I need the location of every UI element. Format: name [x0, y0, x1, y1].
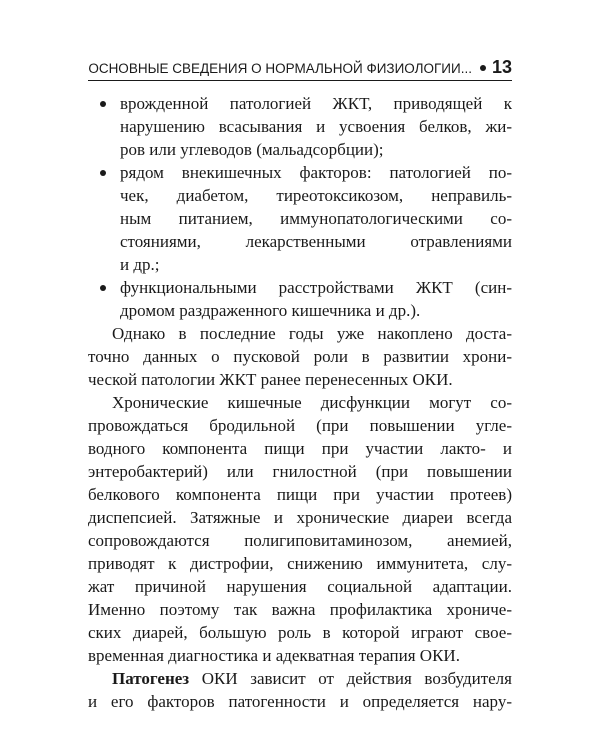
text-line: врожденной патологией ЖКТ, приводящей к [120, 94, 512, 113]
paragraph [88, 667, 512, 713]
text-line: провождаться бродильной (при повышении угле- [88, 416, 512, 435]
text-line: чек, диабетом, тиреотоксикозом, неправиль- [120, 186, 512, 205]
text-line: энтеробактерий) или гнилостной (при повышении [88, 462, 512, 481]
list-item [88, 276, 512, 322]
text-line: и др.; [120, 255, 160, 274]
list-item [88, 92, 512, 161]
text-line: Однако в последние годы уже накоплено доста- [112, 324, 512, 343]
running-header [88, 56, 512, 81]
text-line: нарушению всасывания и усвоения белков, жи- [120, 117, 512, 136]
text-line [88, 667, 512, 690]
bullet-icon [100, 285, 106, 291]
text-line: временная диагностика и адекватная терапия ОКИ. [88, 646, 460, 665]
page-number: 13 [491, 57, 512, 77]
term-pathogenesis: Патогенез [112, 669, 190, 688]
bullet-separator-icon [480, 65, 486, 71]
text-line: ным питанием, иммунопатологическими со- [120, 209, 512, 228]
paragraph [88, 391, 512, 667]
text-line: и его факторов патогенности и определяется нару- [88, 692, 512, 711]
text-line: приводят к дистрофии, снижению иммунитета, слу- [88, 554, 512, 573]
text-line: дромом раздраженного кишечника и др.). [120, 301, 421, 320]
text-line: диспепсией. Затяжные и хронические диареи всегда [88, 508, 512, 527]
text-line: рядом внекишечных факторов: патологией по- [120, 163, 512, 182]
text-line: стояниями, лекарственными отравлениями [120, 232, 512, 251]
text-line: сопровождаются полигиповитаминозом, анемией, [88, 531, 512, 550]
bullet-icon [100, 170, 106, 176]
text-line: ров или углеводов (мальадсорбции); [120, 140, 384, 159]
text-line: водного компонента пищи при участии лакто- и [88, 439, 512, 458]
text-line: точно данных о пусковой роли в развитии хрони- [88, 347, 512, 366]
text-line: Хронические кишечные дисфункции могут со- [112, 393, 512, 412]
bullet-icon [100, 101, 106, 107]
running-header-title: ОСНОВНЫЕ СВЕДЕНИЯ О НОРМАЛЬНОЙ ФИЗИОЛОГИИ... [88, 61, 472, 76]
body-text [88, 92, 512, 713]
text-line: Именно поэтому так важна профилактика хрониче- [88, 600, 512, 619]
text-line: жат причиной нарушения социальной адаптации. [88, 577, 512, 596]
text-line: белкового компонента пищи при участии протеев) [88, 485, 512, 504]
list-item [88, 161, 512, 276]
text-line: ческой патологии ЖКТ ранее перенесенных ОКИ. [88, 370, 453, 389]
text-fragment: ОКИ зависит от действия возбудителя [189, 669, 512, 688]
paragraph [88, 322, 512, 391]
text-line: ских диарей, большую роль в которой играют свое- [88, 623, 512, 642]
text-line: функциональными расстройствами ЖКТ (син- [120, 278, 512, 297]
